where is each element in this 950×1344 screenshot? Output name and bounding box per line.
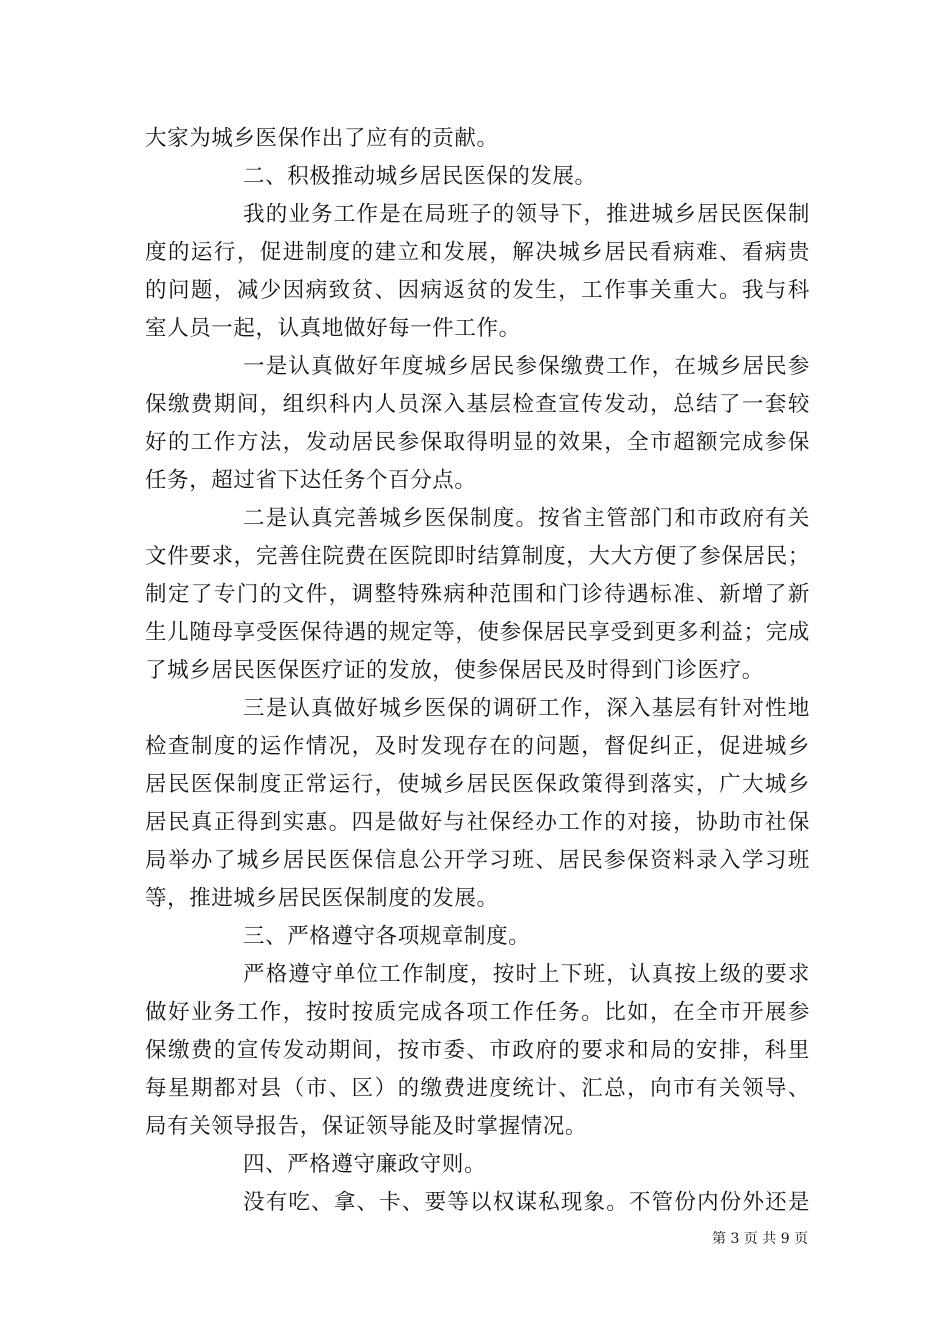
text-line: 做好业务工作，按时按质完成各项工作任务。比如，在全市开展参 [145,1000,810,1025]
text-line: 检查制度的运作情况，及时发现存在的问题，督促纠正，促进城乡 [145,734,810,759]
text-line: 没有吃、拿、卡、要等以权谋私现象。不管份内份外还是 [243,1190,810,1215]
text-line: 生儿随母享受医保待遇的规定等，使参保居民享受到更多利益；完成 [145,620,810,645]
text-line: 大家为城乡医保作出了应有的贡献。 [145,126,499,151]
text-line: 度的运行，促进制度的建立和发展，解决城乡居民看病难、看病贵 [145,240,810,265]
text-line: 居民真正得到实惠。四是做好与社保经办工作的对接，协助市社保 [145,810,810,835]
text-line: 的问题，减少因病致贫、因病返贫的发生，工作事关重大。我与科 [145,278,810,303]
text-line: 每星期都对县（市、区）的缴费进度统计、汇总，向市有关领导、 [145,1076,810,1101]
text-line: 我的业务工作是在局班子的领导下，推进城乡居民医保制 [243,202,810,227]
text-line: 保缴费期间，组织科内人员深入基层检查宣传发动，总结了一套较 [145,392,810,417]
text-line: 了城乡居民医保医疗证的发放，使参保居民及时得到门诊医疗。 [145,658,764,683]
text-line: 居民医保制度正常运行，使城乡居民医保政策得到落实，广大城乡 [145,772,810,797]
text-line: 三是认真做好城乡医保的调研工作，深入基层有针对性地 [243,696,810,721]
section-heading: 二、积极推动城乡居民医保的发展。 [243,164,597,189]
text-line: 保缴费的宣传发动期间，按市委、市政府的要求和局的安排，科里 [145,1038,810,1063]
text-line: 严格遵守单位工作制度，按时上下班，认真按上级的要求 [243,962,810,987]
section-heading: 四、严格遵守廉政守则。 [243,1152,487,1177]
text-line: 局有关领导报告，保证领导能及时掌握情况。 [145,1114,588,1139]
text-line: 制定了专门的文件，调整特殊病种范围和门诊待遇标准、新增了新 [145,582,810,607]
text-line: 室人员一起，认真地做好每一件工作。 [145,316,521,341]
text-line: 局举办了城乡居民医保信息公开学习班、居民参保资料录入学习班 [145,848,810,873]
text-line: 一是认真做好年度城乡居民参保缴费工作，在城乡居民参 [243,354,810,379]
text-line: 文件要求，完善住院费在医院即时结算制度，大大方便了参保居民； [145,544,810,569]
section-heading: 三、严格遵守各项规章制度。 [243,924,531,949]
text-line: 二是认真完善城乡医保制度。按省主管部门和市政府有关 [243,506,810,531]
page-number: 第 3 页 共 9 页 [712,1231,809,1247]
text-line: 好的工作方法，发动居民参保取得明显的效果，全市超额完成参保 [145,430,810,455]
text-line: 等，推进城乡居民医保制度的发展。 [145,886,499,911]
text-line: 任务，超过省下达任务个百分点。 [145,468,477,493]
